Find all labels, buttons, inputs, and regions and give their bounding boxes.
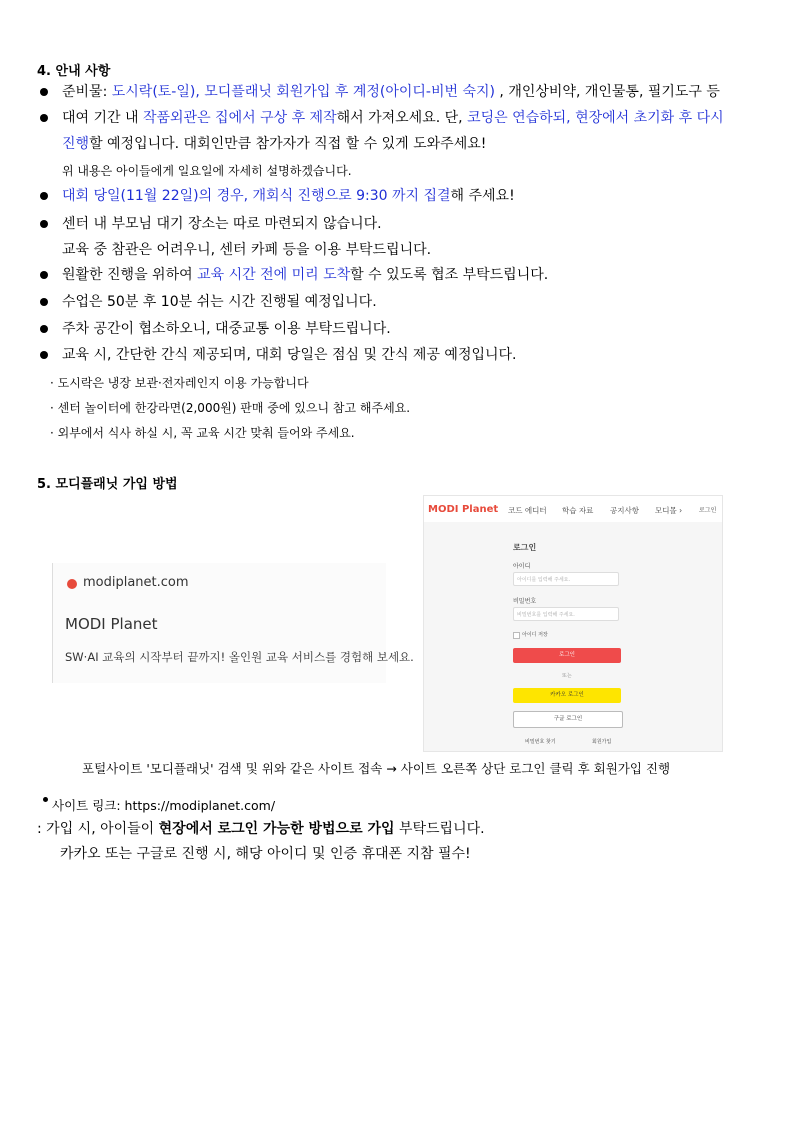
signup-note-2: 카카오 또는 구글로 진행 시, 해당 아이디 및 인증 휴대폰 지참 필수!: [60, 846, 471, 862]
or-divider: 또는: [562, 673, 572, 679]
highlight: 도시락(토-일), 모디플래닛 회원가입 후 계정(아이디-비번 숙지): [111, 84, 495, 100]
login-button[interactable]: 로그인: [513, 648, 621, 663]
text: 해서 가져오세요. 단,: [336, 110, 468, 126]
text: 부탁드립니다.: [394, 821, 485, 837]
bullet: [40, 298, 48, 306]
signup-link[interactable]: 회원가입: [592, 739, 612, 745]
kakao-login-button[interactable]: 카카오 로그인: [513, 688, 621, 703]
id-input[interactable]: 아이디를 입력해 주세요.: [513, 572, 619, 586]
note-2: · 센터 놀이터에 한강라면(2,000원) 판매 중에 있으니 참고 해주세요.: [50, 401, 411, 415]
id-label: 아이디: [513, 563, 531, 570]
brand-planet: Planet: [458, 504, 499, 515]
item-smooth: [62, 266, 548, 284]
item-day: [62, 187, 515, 205]
login-panel: [500, 522, 630, 751]
text: 대여 기간 내: [62, 110, 143, 126]
text: 할 예정입니다. 대회인만큼 참가자가 직접 할 수 있게 도와주세요!: [89, 136, 487, 152]
text: 원활한 진행을 위하여: [62, 267, 198, 283]
find-password-link[interactable]: 비밀번호 찾기: [525, 739, 556, 745]
brand-logo: [428, 504, 498, 515]
caption: 포털사이트 '모디플래닛' 검색 및 위와 같은 사이트 접속 → 사이트 오른쪽 상단 로그인 클릭 후 회원가입 진행: [82, 761, 671, 776]
save-id-checkbox[interactable]: [513, 632, 520, 639]
item-loan-note: 위 내용은 아이들에게 일요일에 자세히 설명하겠습니다.: [62, 164, 352, 178]
item-parking: 주차 공간이 협소하오니, 대중교통 이용 부탁드립니다.: [62, 321, 391, 337]
item-class: 수업은 50분 후 10분 쉬는 시간 진행될 예정입니다.: [62, 294, 377, 310]
bullet: [40, 271, 48, 279]
bullet: [40, 351, 48, 359]
nav-notice[interactable]: 공지사항: [610, 506, 639, 515]
highlight: 교육 시간 전에 미리 도착: [197, 267, 351, 283]
text: : 가입 시, 아이들이: [37, 821, 159, 837]
pw-label: 비밀번호: [513, 598, 537, 605]
text: 준비물:: [62, 84, 112, 100]
nav-mall[interactable]: 모디몰 ›: [655, 506, 683, 515]
section4-heading: 4. 안내 사항: [37, 64, 111, 79]
bullet: [40, 88, 48, 96]
site-domain: modiplanet.com: [83, 575, 189, 590]
item-prep: [62, 83, 720, 101]
section5-heading: 5. 모디플래닛 가입 방법: [37, 477, 178, 492]
highlight: 코딩은 연습하되, 현장에서 초기화 후 다시: [467, 110, 724, 126]
nav-code-editor[interactable]: 코드 에디터: [508, 506, 547, 515]
text: , 개인상비약, 개인물통, 필기도구 등: [494, 84, 720, 100]
nav-login[interactable]: 로그인: [699, 507, 717, 514]
item-loan-cont: [62, 135, 486, 153]
pw-input[interactable]: 비밀번호를 입력해 주세요.: [513, 607, 619, 621]
bullet: [40, 220, 48, 228]
site-title: MODI Planet: [65, 615, 158, 633]
login-screenshot: [423, 495, 723, 752]
note-3: · 외부에서 식사 하실 시, 꼭 교육 시간 맞춰 들어와 주세요.: [50, 426, 355, 440]
nav-learning[interactable]: 학습 자료: [562, 506, 594, 515]
modi-logo-icon: [67, 579, 77, 589]
bullet: [40, 114, 48, 122]
highlight: 대회 당일(11월 22일)의 경우, 개회식 진행으로 9:30 까지 집결: [62, 188, 451, 204]
bullet: [40, 325, 48, 333]
top-nav: [424, 496, 722, 522]
emphasis: 현장에서 로그인 가능한 방법으로 가입: [158, 821, 395, 837]
highlight: 작품외관은 집에서 구상 후 제작: [142, 110, 337, 126]
google-login-button[interactable]: 구글 로그인: [513, 711, 623, 728]
highlight: 진행: [62, 136, 90, 152]
bullet: [43, 797, 48, 802]
note-1: · 도시락은 냉장 보관·전자레인지 이용 가능합니다: [50, 376, 309, 390]
text: 해 주세요!: [450, 188, 515, 204]
save-id-label: 아이디 저장: [522, 632, 548, 638]
item-wait-cont: 교육 중 참관은 어려우니, 센터 카페 등을 이용 부탁드립니다.: [62, 242, 432, 258]
search-result-card: [52, 563, 414, 683]
site-link: 사이트 링크: https://modiplanet.com/: [52, 798, 276, 813]
signup-note: [37, 820, 485, 838]
item-wait: 센터 내 부모님 대기 장소는 따로 마련되지 않습니다.: [62, 216, 382, 232]
item-loan: [62, 109, 724, 127]
item-snack: 교육 시, 간단한 간식 제공되며, 대회 당일은 점심 및 간식 제공 예정입니다.: [62, 347, 517, 363]
text: 할 수 있도록 협조 부탁드립니다.: [350, 267, 549, 283]
login-title: 로그인: [513, 543, 537, 552]
site-description: SW·AI 교육의 시작부터 끝까지! 올인원 교육 서비스를 경험해 보세요.: [65, 650, 414, 664]
bullet: [40, 192, 48, 200]
brand-modi: MODI: [428, 504, 459, 515]
